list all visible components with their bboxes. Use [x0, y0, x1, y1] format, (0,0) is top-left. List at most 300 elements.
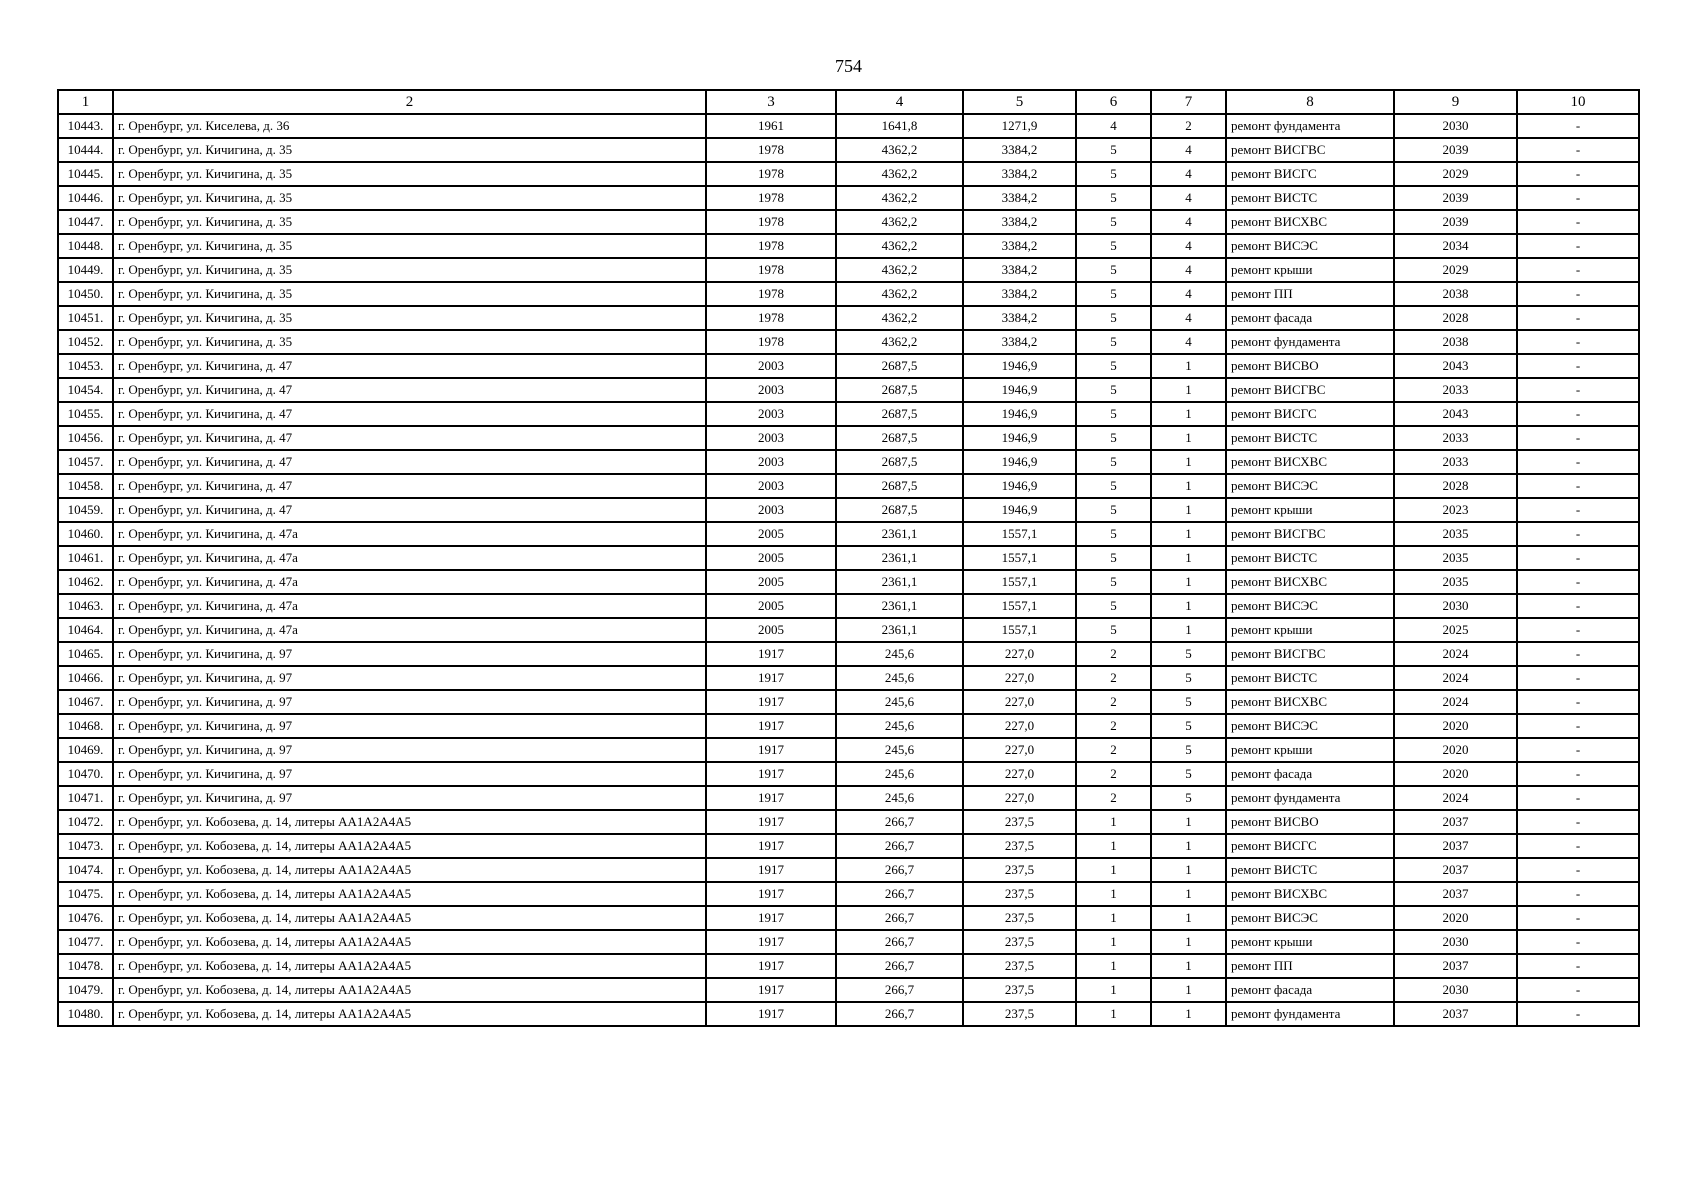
cell-year-built: 1917 — [706, 834, 836, 858]
table-row — [58, 330, 1639, 354]
cell-living-area: 237,5 — [963, 954, 1076, 978]
cell-address: г. Оренбург, ул. Кичигина, д. 97 — [113, 642, 706, 666]
cell-year-built: 1917 — [706, 738, 836, 762]
cell-living-area: 3384,2 — [963, 234, 1076, 258]
cell-address: г. Оренбург, ул. Кичигина, д. 47 — [113, 450, 706, 474]
cell-year-built: 1917 — [706, 810, 836, 834]
table-row — [58, 858, 1639, 882]
cell-row-number: 10475. — [58, 882, 113, 906]
cell-planned-year: 2035 — [1394, 570, 1517, 594]
cell-living-area: 3384,2 — [963, 162, 1076, 186]
cell-planned-year: 2030 — [1394, 930, 1517, 954]
cell-total-area: 266,7 — [836, 834, 963, 858]
cell-address: г. Оренбург, ул. Кобозева, д. 14, литеры АА1А2А4А5 — [113, 1002, 706, 1026]
table-row — [58, 594, 1639, 618]
cell-total-area: 2687,5 — [836, 426, 963, 450]
cell-entrances: 5 — [1151, 642, 1226, 666]
cell-total-area: 4362,2 — [836, 186, 963, 210]
cell-year-built: 1917 — [706, 786, 836, 810]
table-body — [58, 114, 1639, 1026]
cell-year-built: 2005 — [706, 546, 836, 570]
cell-entrances: 1 — [1151, 1002, 1226, 1026]
table-row — [58, 114, 1639, 138]
cell-year-built: 1917 — [706, 762, 836, 786]
cell-total-area: 266,7 — [836, 930, 963, 954]
cell-note: - — [1517, 930, 1639, 954]
cell-living-area: 1946,9 — [963, 354, 1076, 378]
cell-row-number: 10467. — [58, 690, 113, 714]
cell-total-area: 2687,5 — [836, 474, 963, 498]
table-row — [58, 234, 1639, 258]
cell-row-number: 10480. — [58, 1002, 113, 1026]
cell-year-built: 1917 — [706, 906, 836, 930]
cell-row-number: 10445. — [58, 162, 113, 186]
cell-total-area: 266,7 — [836, 1002, 963, 1026]
cell-work-type: ремонт ВИСТС — [1226, 858, 1394, 882]
cell-address: г. Оренбург, ул. Кичигина, д. 35 — [113, 282, 706, 306]
cell-entrances: 1 — [1151, 810, 1226, 834]
cell-total-area: 245,6 — [836, 642, 963, 666]
cell-work-type: ремонт ВИСЭС — [1226, 906, 1394, 930]
cell-address: г. Оренбург, ул. Кичигина, д. 97 — [113, 666, 706, 690]
cell-living-area: 227,0 — [963, 666, 1076, 690]
cell-living-area: 1946,9 — [963, 426, 1076, 450]
cell-note: - — [1517, 402, 1639, 426]
cell-planned-year: 2033 — [1394, 426, 1517, 450]
column-header-10: 10 — [1517, 90, 1639, 114]
cell-work-type: ремонт крыши — [1226, 930, 1394, 954]
cell-work-type: ремонт ВИСГС — [1226, 402, 1394, 426]
cell-address: г. Оренбург, ул. Кичигина, д. 35 — [113, 186, 706, 210]
cell-entrances: 4 — [1151, 282, 1226, 306]
cell-living-area: 227,0 — [963, 786, 1076, 810]
cell-address: г. Оренбург, ул. Кобозева, д. 14, литеры АА1А2А4А5 — [113, 906, 706, 930]
cell-floors: 5 — [1076, 258, 1151, 282]
cell-planned-year: 2033 — [1394, 450, 1517, 474]
cell-work-type: ремонт ВИСТС — [1226, 666, 1394, 690]
cell-note: - — [1517, 642, 1639, 666]
cell-year-built: 1961 — [706, 114, 836, 138]
cell-note: - — [1517, 474, 1639, 498]
cell-living-area: 1557,1 — [963, 594, 1076, 618]
cell-row-number: 10450. — [58, 282, 113, 306]
table-row — [58, 882, 1639, 906]
cell-planned-year: 2039 — [1394, 186, 1517, 210]
cell-total-area: 2687,5 — [836, 354, 963, 378]
cell-planned-year: 2037 — [1394, 954, 1517, 978]
cell-planned-year: 2020 — [1394, 906, 1517, 930]
cell-note: - — [1517, 450, 1639, 474]
cell-total-area: 245,6 — [836, 762, 963, 786]
cell-row-number: 10476. — [58, 906, 113, 930]
cell-living-area: 227,0 — [963, 690, 1076, 714]
cell-floors: 5 — [1076, 282, 1151, 306]
cell-planned-year: 2029 — [1394, 258, 1517, 282]
cell-floors: 5 — [1076, 138, 1151, 162]
cell-row-number: 10465. — [58, 642, 113, 666]
cell-living-area: 227,0 — [963, 762, 1076, 786]
cell-entrances: 1 — [1151, 426, 1226, 450]
cell-floors: 1 — [1076, 882, 1151, 906]
cell-year-built: 2003 — [706, 450, 836, 474]
cell-entrances: 1 — [1151, 930, 1226, 954]
cell-note: - — [1517, 786, 1639, 810]
cell-living-area: 227,0 — [963, 642, 1076, 666]
cell-work-type: ремонт ВИСХВС — [1226, 690, 1394, 714]
cell-floors: 5 — [1076, 402, 1151, 426]
table-row — [58, 498, 1639, 522]
cell-work-type: ремонт фундамента — [1226, 114, 1394, 138]
cell-total-area: 2687,5 — [836, 450, 963, 474]
cell-entrances: 4 — [1151, 162, 1226, 186]
cell-note: - — [1517, 426, 1639, 450]
cell-entrances: 4 — [1151, 186, 1226, 210]
cell-floors: 2 — [1076, 738, 1151, 762]
cell-planned-year: 2037 — [1394, 858, 1517, 882]
cell-planned-year: 2034 — [1394, 234, 1517, 258]
cell-year-built: 1978 — [706, 186, 836, 210]
cell-entrances: 5 — [1151, 666, 1226, 690]
cell-planned-year: 2037 — [1394, 810, 1517, 834]
cell-work-type: ремонт ВИСГС — [1226, 162, 1394, 186]
cell-year-built: 1917 — [706, 690, 836, 714]
cell-planned-year: 2028 — [1394, 306, 1517, 330]
cell-living-area: 237,5 — [963, 978, 1076, 1002]
cell-floors: 1 — [1076, 906, 1151, 930]
cell-note: - — [1517, 330, 1639, 354]
cell-floors: 1 — [1076, 810, 1151, 834]
cell-address: г. Оренбург, ул. Кичигина, д. 47а — [113, 522, 706, 546]
cell-row-number: 10478. — [58, 954, 113, 978]
cell-address: г. Оренбург, ул. Кичигина, д. 35 — [113, 258, 706, 282]
cell-work-type: ремонт ВИСХВС — [1226, 210, 1394, 234]
cell-row-number: 10458. — [58, 474, 113, 498]
cell-living-area: 1946,9 — [963, 450, 1076, 474]
cell-work-type: ремонт фундамента — [1226, 330, 1394, 354]
cell-planned-year: 2037 — [1394, 882, 1517, 906]
cell-work-type: ремонт ВИСХВС — [1226, 450, 1394, 474]
cell-note: - — [1517, 354, 1639, 378]
cell-floors: 1 — [1076, 834, 1151, 858]
cell-total-area: 266,7 — [836, 882, 963, 906]
table-row — [58, 210, 1639, 234]
cell-address: г. Оренбург, ул. Кичигина, д. 97 — [113, 786, 706, 810]
cell-total-area: 4362,2 — [836, 258, 963, 282]
cell-row-number: 10471. — [58, 786, 113, 810]
cell-total-area: 266,7 — [836, 810, 963, 834]
cell-floors: 5 — [1076, 474, 1151, 498]
cell-entrances: 1 — [1151, 954, 1226, 978]
cell-floors: 5 — [1076, 162, 1151, 186]
cell-living-area: 3384,2 — [963, 186, 1076, 210]
table-row — [58, 786, 1639, 810]
cell-row-number: 10477. — [58, 930, 113, 954]
table-row — [58, 738, 1639, 762]
table-row — [58, 426, 1639, 450]
cell-planned-year: 2024 — [1394, 786, 1517, 810]
cell-work-type: ремонт крыши — [1226, 498, 1394, 522]
cell-year-built: 1917 — [706, 882, 836, 906]
cell-living-area: 1271,9 — [963, 114, 1076, 138]
cell-planned-year: 2020 — [1394, 738, 1517, 762]
cell-floors: 5 — [1076, 186, 1151, 210]
cell-row-number: 10443. — [58, 114, 113, 138]
cell-total-area: 2687,5 — [836, 378, 963, 402]
cell-note: - — [1517, 378, 1639, 402]
cell-entrances: 2 — [1151, 114, 1226, 138]
cell-planned-year: 2035 — [1394, 546, 1517, 570]
cell-row-number: 10469. — [58, 738, 113, 762]
table-row — [58, 258, 1639, 282]
cell-living-area: 237,5 — [963, 1002, 1076, 1026]
cell-address: г. Оренбург, ул. Кичигина, д. 97 — [113, 762, 706, 786]
table-row — [58, 954, 1639, 978]
cell-address: г. Оренбург, ул. Кобозева, д. 14, литеры АА1А2А4А5 — [113, 810, 706, 834]
column-header-4: 4 — [836, 90, 963, 114]
cell-floors: 5 — [1076, 426, 1151, 450]
cell-note: - — [1517, 522, 1639, 546]
cell-address: г. Оренбург, ул. Кичигина, д. 47 — [113, 354, 706, 378]
cell-work-type: ремонт ВИСХВС — [1226, 570, 1394, 594]
table-row — [58, 138, 1639, 162]
table-row — [58, 378, 1639, 402]
cell-living-area: 3384,2 — [963, 138, 1076, 162]
cell-planned-year: 2039 — [1394, 210, 1517, 234]
cell-year-built: 1978 — [706, 138, 836, 162]
cell-row-number: 10448. — [58, 234, 113, 258]
table-row — [58, 714, 1639, 738]
cell-note: - — [1517, 858, 1639, 882]
cell-address: г. Оренбург, ул. Кичигина, д. 35 — [113, 330, 706, 354]
cell-note: - — [1517, 498, 1639, 522]
cell-planned-year: 2037 — [1394, 1002, 1517, 1026]
cell-row-number: 10464. — [58, 618, 113, 642]
cell-note: - — [1517, 234, 1639, 258]
cell-planned-year: 2039 — [1394, 138, 1517, 162]
cell-note: - — [1517, 306, 1639, 330]
cell-note: - — [1517, 210, 1639, 234]
cell-year-built: 1978 — [706, 282, 836, 306]
cell-row-number: 10468. — [58, 714, 113, 738]
cell-address: г. Оренбург, ул. Кобозева, д. 14, литеры АА1А2А4А5 — [113, 978, 706, 1002]
cell-total-area: 4362,2 — [836, 282, 963, 306]
cell-floors: 2 — [1076, 690, 1151, 714]
cell-year-built: 2005 — [706, 522, 836, 546]
column-header-2: 2 — [113, 90, 706, 114]
cell-total-area: 2687,5 — [836, 498, 963, 522]
cell-living-area: 1946,9 — [963, 378, 1076, 402]
cell-entrances: 1 — [1151, 378, 1226, 402]
table-row — [58, 978, 1639, 1002]
cell-address: г. Оренбург, ул. Кобозева, д. 14, литеры АА1А2А4А5 — [113, 834, 706, 858]
cell-address: г. Оренбург, ул. Кичигина, д. 47 — [113, 498, 706, 522]
cell-floors: 1 — [1076, 954, 1151, 978]
cell-total-area: 4362,2 — [836, 306, 963, 330]
cell-row-number: 10457. — [58, 450, 113, 474]
cell-address: г. Оренбург, ул. Кичигина, д. 35 — [113, 306, 706, 330]
cell-planned-year: 2024 — [1394, 690, 1517, 714]
cell-row-number: 10462. — [58, 570, 113, 594]
cell-total-area: 4362,2 — [836, 210, 963, 234]
cell-year-built: 2003 — [706, 402, 836, 426]
cell-living-area: 1557,1 — [963, 618, 1076, 642]
cell-year-built: 1978 — [706, 162, 836, 186]
table-row — [58, 906, 1639, 930]
table-row — [58, 930, 1639, 954]
cell-year-built: 1978 — [706, 210, 836, 234]
cell-year-built: 1917 — [706, 642, 836, 666]
cell-year-built: 2003 — [706, 378, 836, 402]
cell-total-area: 4362,2 — [836, 330, 963, 354]
cell-row-number: 10466. — [58, 666, 113, 690]
column-header-8: 8 — [1226, 90, 1394, 114]
table-row — [58, 402, 1639, 426]
cell-living-area: 237,5 — [963, 882, 1076, 906]
cell-address: г. Оренбург, ул. Кичигина, д. 35 — [113, 138, 706, 162]
cell-row-number: 10479. — [58, 978, 113, 1002]
cell-work-type: ремонт фасада — [1226, 978, 1394, 1002]
cell-living-area: 1557,1 — [963, 522, 1076, 546]
cell-year-built: 1978 — [706, 330, 836, 354]
cell-note: - — [1517, 186, 1639, 210]
cell-note: - — [1517, 762, 1639, 786]
table-row — [58, 546, 1639, 570]
cell-floors: 2 — [1076, 786, 1151, 810]
cell-planned-year: 2037 — [1394, 834, 1517, 858]
cell-entrances: 1 — [1151, 450, 1226, 474]
cell-total-area: 2361,1 — [836, 618, 963, 642]
cell-work-type: ремонт ВИСХВС — [1226, 882, 1394, 906]
table-row — [58, 522, 1639, 546]
cell-entrances: 5 — [1151, 786, 1226, 810]
cell-total-area: 266,7 — [836, 954, 963, 978]
cell-living-area: 237,5 — [963, 858, 1076, 882]
cell-year-built: 2003 — [706, 474, 836, 498]
cell-note: - — [1517, 1002, 1639, 1026]
cell-row-number: 10463. — [58, 594, 113, 618]
cell-floors: 5 — [1076, 498, 1151, 522]
cell-floors: 2 — [1076, 762, 1151, 786]
cell-floors: 1 — [1076, 858, 1151, 882]
cell-address: г. Оренбург, ул. Кичигина, д. 35 — [113, 162, 706, 186]
cell-row-number: 10470. — [58, 762, 113, 786]
cell-entrances: 4 — [1151, 138, 1226, 162]
cell-year-built: 1917 — [706, 858, 836, 882]
cell-work-type: ремонт ВИСЭС — [1226, 714, 1394, 738]
cell-planned-year: 2038 — [1394, 282, 1517, 306]
cell-entrances: 5 — [1151, 714, 1226, 738]
cell-living-area: 1946,9 — [963, 402, 1076, 426]
cell-year-built: 2005 — [706, 618, 836, 642]
cell-note: - — [1517, 714, 1639, 738]
cell-entrances: 1 — [1151, 858, 1226, 882]
cell-year-built: 1917 — [706, 930, 836, 954]
cell-total-area: 266,7 — [836, 978, 963, 1002]
cell-floors: 5 — [1076, 378, 1151, 402]
cell-entrances: 1 — [1151, 882, 1226, 906]
cell-note: - — [1517, 834, 1639, 858]
column-header-7: 7 — [1151, 90, 1226, 114]
cell-planned-year: 2043 — [1394, 354, 1517, 378]
cell-note: - — [1517, 738, 1639, 762]
cell-address: г. Оренбург, ул. Кичигина, д. 97 — [113, 738, 706, 762]
cell-work-type: ремонт ВИСВО — [1226, 810, 1394, 834]
cell-floors: 5 — [1076, 330, 1151, 354]
cell-living-area: 1946,9 — [963, 498, 1076, 522]
column-header-3: 3 — [706, 90, 836, 114]
cell-note: - — [1517, 162, 1639, 186]
cell-floors: 2 — [1076, 642, 1151, 666]
cell-entrances: 4 — [1151, 258, 1226, 282]
cell-year-built: 1917 — [706, 714, 836, 738]
cell-note: - — [1517, 978, 1639, 1002]
cell-address: г. Оренбург, ул. Кичигина, д. 47а — [113, 570, 706, 594]
cell-address: г. Оренбург, ул. Кичигина, д. 47 — [113, 426, 706, 450]
cell-floors: 5 — [1076, 546, 1151, 570]
table-row — [58, 354, 1639, 378]
cell-living-area: 1557,1 — [963, 570, 1076, 594]
repair-schedule-table — [57, 89, 1640, 1027]
cell-planned-year: 2030 — [1394, 978, 1517, 1002]
cell-total-area: 4362,2 — [836, 162, 963, 186]
cell-living-area: 3384,2 — [963, 330, 1076, 354]
cell-year-built: 2003 — [706, 354, 836, 378]
cell-planned-year: 2020 — [1394, 714, 1517, 738]
cell-note: - — [1517, 138, 1639, 162]
cell-living-area: 237,5 — [963, 930, 1076, 954]
cell-entrances: 1 — [1151, 618, 1226, 642]
cell-planned-year: 2043 — [1394, 402, 1517, 426]
cell-address: г. Оренбург, ул. Кобозева, д. 14, литеры АА1А2А4А5 — [113, 930, 706, 954]
cell-work-type: ремонт фасада — [1226, 762, 1394, 786]
cell-work-type: ремонт ВИСГВС — [1226, 522, 1394, 546]
cell-year-built: 1917 — [706, 954, 836, 978]
cell-entrances: 4 — [1151, 330, 1226, 354]
cell-planned-year: 2029 — [1394, 162, 1517, 186]
cell-year-built: 2003 — [706, 426, 836, 450]
cell-floors: 4 — [1076, 114, 1151, 138]
cell-floors: 5 — [1076, 450, 1151, 474]
table-row — [58, 162, 1639, 186]
cell-year-built: 1917 — [706, 978, 836, 1002]
table-row — [58, 186, 1639, 210]
cell-row-number: 10447. — [58, 210, 113, 234]
cell-row-number: 10474. — [58, 858, 113, 882]
cell-living-area: 1557,1 — [963, 546, 1076, 570]
cell-note: - — [1517, 666, 1639, 690]
cell-address: г. Оренбург, ул. Кичигина, д. 47 — [113, 474, 706, 498]
cell-year-built: 2005 — [706, 570, 836, 594]
cell-address: г. Оренбург, ул. Кичигина, д. 35 — [113, 234, 706, 258]
cell-planned-year: 2028 — [1394, 474, 1517, 498]
column-header-9: 9 — [1394, 90, 1517, 114]
cell-note: - — [1517, 570, 1639, 594]
table-row — [58, 450, 1639, 474]
cell-row-number: 10444. — [58, 138, 113, 162]
cell-row-number: 10460. — [58, 522, 113, 546]
cell-address: г. Оренбург, ул. Кичигина, д. 97 — [113, 714, 706, 738]
cell-total-area: 2361,1 — [836, 570, 963, 594]
cell-total-area: 4362,2 — [836, 138, 963, 162]
cell-planned-year: 2038 — [1394, 330, 1517, 354]
cell-total-area: 266,7 — [836, 906, 963, 930]
cell-floors: 5 — [1076, 522, 1151, 546]
cell-entrances: 4 — [1151, 306, 1226, 330]
cell-living-area: 227,0 — [963, 714, 1076, 738]
cell-floors: 5 — [1076, 570, 1151, 594]
table-row — [58, 570, 1639, 594]
cell-total-area: 2361,1 — [836, 522, 963, 546]
